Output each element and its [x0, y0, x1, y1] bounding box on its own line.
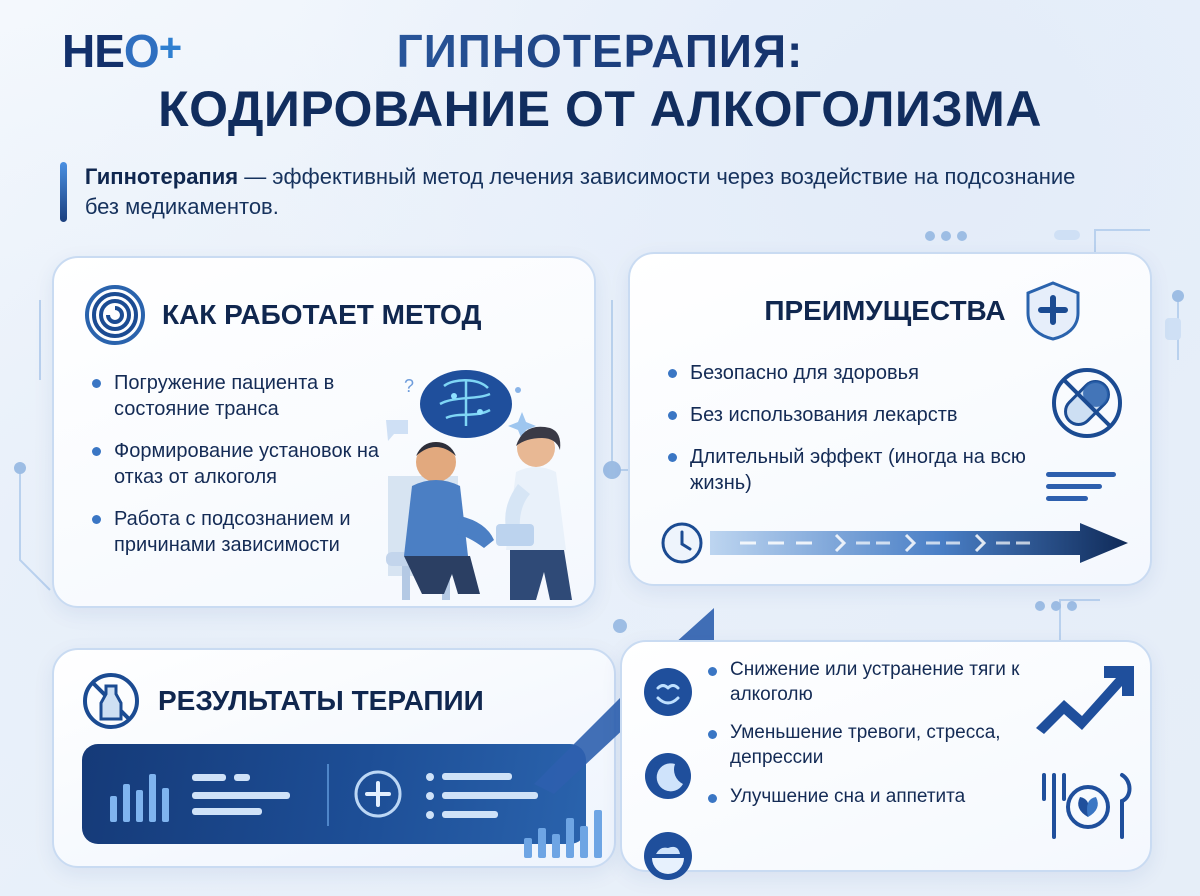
line — [1046, 484, 1102, 489]
growth-arrow-icon — [1030, 656, 1140, 736]
food-bowl-icon — [638, 826, 698, 886]
results-chart — [82, 744, 586, 844]
list-item: Погружение пациента в состояние транса — [90, 370, 420, 422]
line — [1046, 496, 1088, 501]
therapy-session-illustration — [358, 356, 588, 606]
lead-accent-bar — [60, 162, 67, 222]
no-pill-icon — [1050, 366, 1124, 440]
card-method-title: КАК РАБОТАЕТ МЕТОД — [162, 299, 482, 331]
card-results-title: РЕЗУЛЬТАТЫ ТЕРАПИИ — [158, 685, 484, 717]
lead-paragraph — [60, 162, 1100, 222]
svg-text:z: z — [654, 757, 660, 771]
shield-plus-icon — [1024, 280, 1082, 342]
card-method-header — [84, 284, 504, 346]
effect-icons — [638, 662, 698, 896]
list-item: Без использования лекарств — [666, 402, 1036, 428]
card-advantages — [628, 252, 1152, 586]
no-alcohol-icon — [82, 672, 140, 730]
svg-text:?: ? — [404, 376, 415, 396]
list-item: Работа с подсознанием и причинами зависимости — [90, 506, 420, 558]
card-advantages-header — [720, 280, 1126, 342]
card-advantages-title: ПРЕИМУЩЕСТВА — [764, 295, 1006, 327]
card-results-header — [82, 672, 484, 730]
list-item: Безопасно для здоровья — [666, 360, 1036, 386]
plus-badge — [356, 772, 400, 816]
page-title — [0, 24, 1200, 138]
smiling-face-icon — [638, 662, 698, 722]
list-item: Формирование установок на отказ от алкоголя — [90, 438, 420, 490]
duration-arrow — [660, 520, 1130, 566]
spiral-hypnosis-icon — [84, 284, 146, 346]
card-effects-list — [706, 658, 1036, 823]
card-advantages-list — [666, 360, 1036, 512]
healthy-food-icon — [1030, 765, 1140, 845]
sleeping-moon-icon — [638, 744, 698, 804]
list-item: Улучшение сна и аппетита — [706, 785, 1036, 810]
list-item: Снижение или устранение тяги к алкоголю — [706, 658, 1036, 707]
title-line-2: КОДИРОВАНИЕ ОТ АЛКОГОЛИЗМА — [158, 81, 1042, 137]
lead-bold: Гипнотерапия — [84, 164, 239, 189]
lead-text — [85, 162, 1100, 222]
card-effects — [620, 640, 1152, 872]
svg-text:z: z — [662, 753, 667, 763]
title-line-1: ГИПНОТЕРАПИЯ: — [0, 24, 1200, 78]
mini-bar-chart — [520, 800, 610, 860]
lead-rest: — эффективный метод лечения зависимости через воздействие на подсознание без медикаментов. — [84, 164, 1076, 219]
card-method — [52, 256, 596, 608]
results-data-panel — [82, 744, 586, 844]
line — [1046, 472, 1116, 477]
decorative-lines — [1046, 472, 1116, 508]
effects-side-icons — [1030, 656, 1140, 850]
list-item: Уменьшение тревоги, стресса, депрессии — [706, 721, 1036, 770]
list-item: Длительный эффект (иногда на всю жизнь) — [666, 444, 1036, 496]
